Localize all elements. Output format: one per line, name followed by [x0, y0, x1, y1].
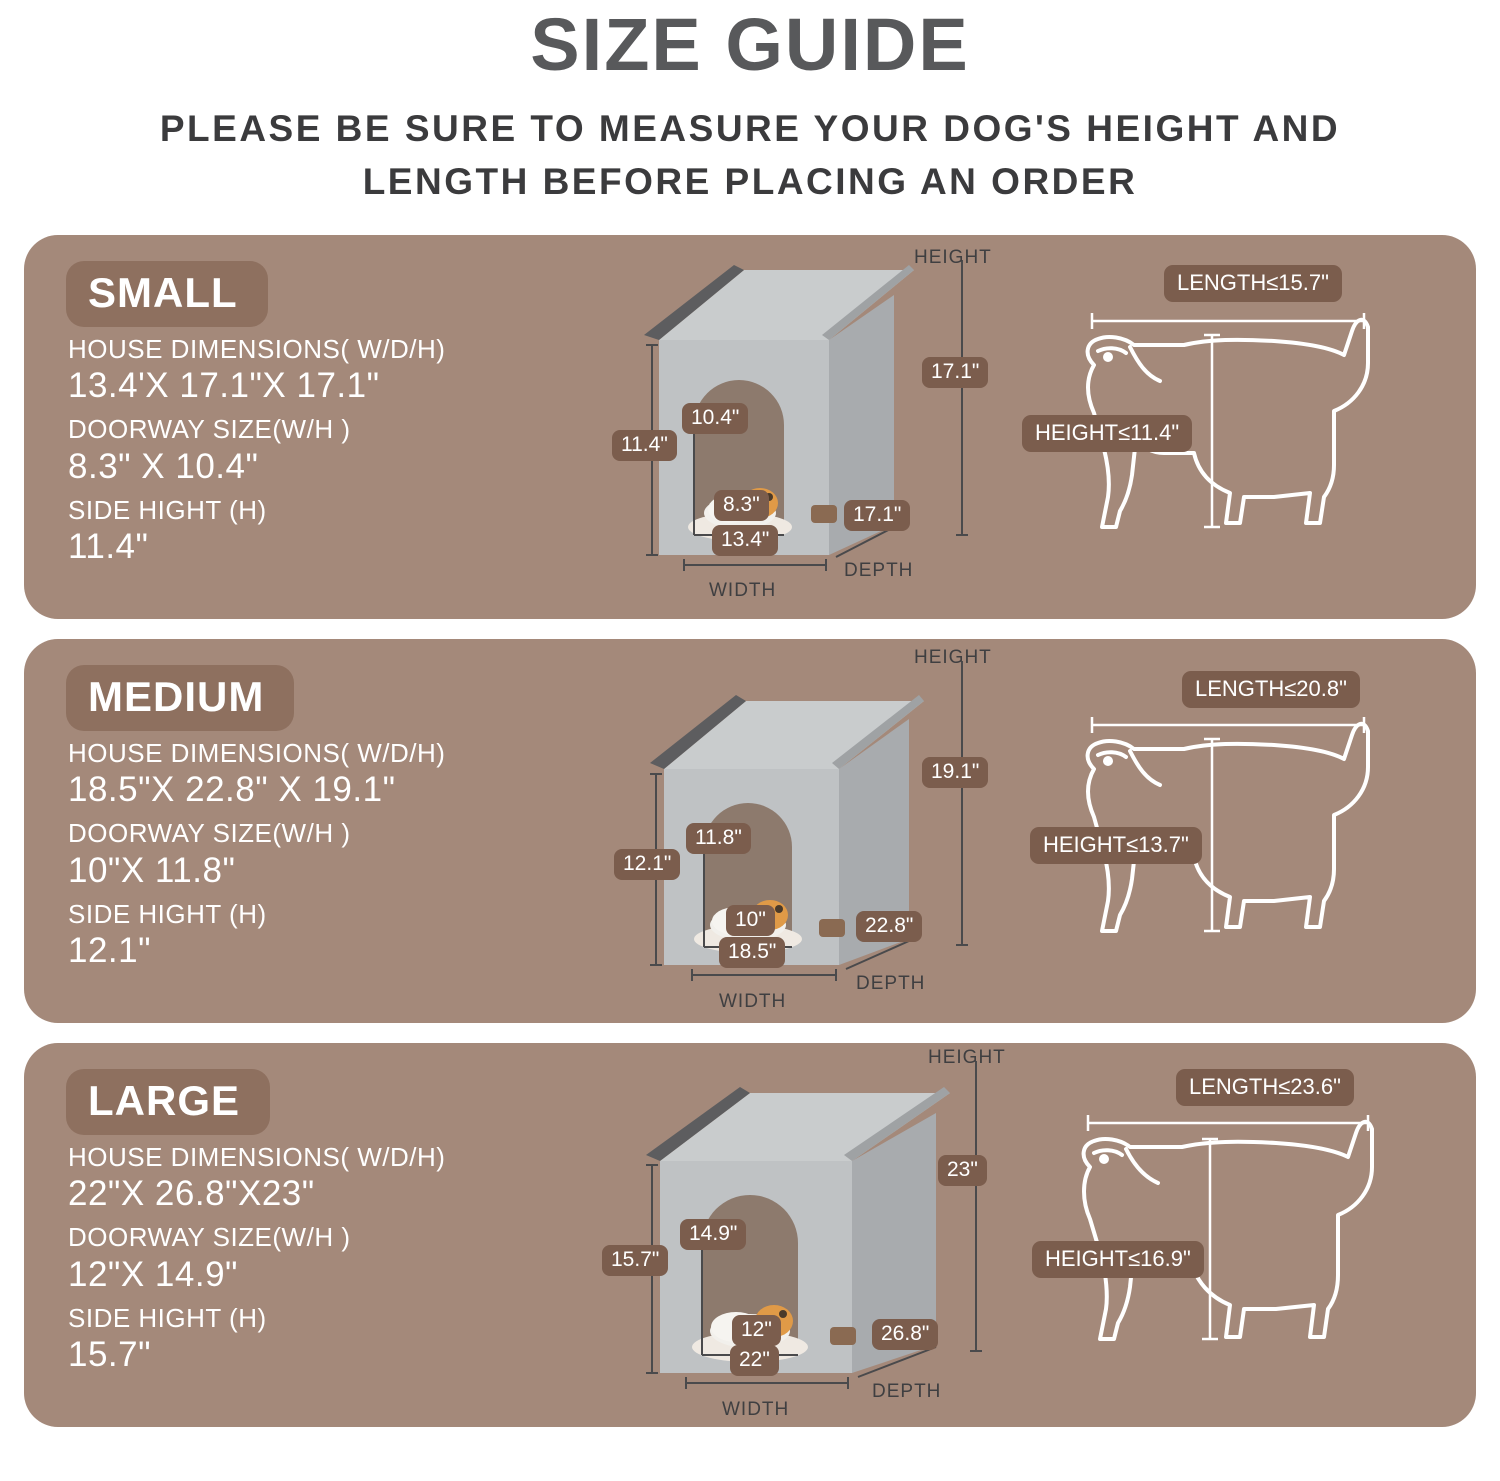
doorway-size-value: 12"X 14.9" [68, 1254, 238, 1294]
side-height-value: 11.4" [68, 527, 149, 567]
side-height-value: 15.7" [68, 1335, 152, 1375]
depth-axis-label: DEPTH [872, 1380, 942, 1402]
doorway-size-value: 10"X 11.8" [68, 850, 236, 890]
height-axis-label: HEIGHT [914, 646, 992, 668]
size-name-badge: LARGE [66, 1069, 270, 1135]
spec-block [68, 737, 588, 979]
width-axis-label: WIDTH [719, 990, 787, 1012]
dog-illustration [1034, 639, 1476, 1023]
size-name-badge: SMALL [66, 261, 268, 327]
width-axis-label: WIDTH [709, 579, 777, 601]
dog-length-tag: LENGTH≤23.6" [1176, 1069, 1354, 1106]
size-name-badge: MEDIUM [66, 665, 294, 731]
house-dimensions-label: HOUSE DIMENSIONS( W/D/H) [68, 1141, 446, 1172]
doorway-size-value: 8.3" X 10.4" [68, 446, 259, 486]
house-dimensions-label: HOUSE DIMENSIONS( W/D/H) [68, 737, 446, 768]
header [0, 0, 1500, 209]
doorway-size-label: DOORWAY SIZE(W/H ) [68, 1222, 351, 1253]
page-subtitle: PLEASE BE SURE TO MEASURE YOUR DOG'S HEIGHT AND LENGTH BEFORE PLACING AN ORDER [159, 107, 1341, 203]
depth-axis-label: DEPTH [844, 559, 914, 581]
side-height-label: SIDE HIGHT (H) [68, 494, 267, 525]
height-axis-label: HEIGHT [914, 246, 992, 268]
dog-height-tag: HEIGHT≤16.9" [1032, 1241, 1204, 1278]
door-height-tag: 11.8" [686, 823, 751, 854]
house-dimensions-value: 22"X 26.8"X23" [68, 1174, 315, 1214]
dog-length-tag: LENGTH≤15.7" [1164, 265, 1342, 302]
dog-house-drawing [564, 639, 1034, 1023]
house-dimensions-value: 18.5"X 22.8" X 19.1" [68, 770, 396, 810]
house-illustration [564, 639, 1034, 1023]
size-card-small [24, 235, 1476, 619]
dog-height-tag: HEIGHT≤11.4" [1022, 415, 1192, 452]
depth-tag: 22.8" [856, 911, 922, 942]
dog-illustration [1034, 235, 1476, 619]
width-tag: 22" [730, 1345, 779, 1376]
height-tag: 19.1" [922, 757, 988, 788]
door-width-tag: 8.3" [714, 490, 769, 521]
page-title: SIZE GUIDE [530, 3, 970, 86]
height-tag: 23" [938, 1155, 987, 1186]
door-width-tag: 12" [732, 1315, 781, 1346]
dog-house-drawing [564, 1043, 1034, 1427]
house-illustration [564, 1043, 1034, 1427]
height-axis-label: HEIGHT [928, 1046, 1006, 1068]
doorway-size-label: DOORWAY SIZE(W/H ) [68, 414, 351, 445]
side-height-label: SIDE HIGHT (H) [68, 1302, 267, 1333]
side-height-label: SIDE HIGHT (H) [68, 898, 267, 929]
spec-block [68, 333, 588, 575]
height-tag: 17.1" [922, 357, 988, 388]
door-height-tag: 14.9" [680, 1219, 746, 1250]
house-dimensions-label: HOUSE DIMENSIONS( W/D/H) [68, 333, 446, 364]
side-height-tag: 12.1" [614, 849, 680, 880]
side-height-value: 12.1" [68, 931, 152, 971]
dog-illustration [1034, 1043, 1476, 1427]
door-height-tag: 10.4" [682, 403, 748, 434]
width-axis-label: WIDTH [722, 1398, 790, 1420]
house-dimensions-value: 13.4'X 17.1"X 17.1" [68, 366, 380, 406]
size-card-large [24, 1043, 1476, 1427]
width-tag: 13.4" [712, 525, 778, 556]
width-tag: 18.5" [719, 937, 785, 968]
spec-block [68, 1141, 588, 1383]
dog-house-drawing [564, 235, 1034, 619]
house-illustration [564, 235, 1034, 619]
size-card-medium [24, 639, 1476, 1023]
depth-tag: 17.1" [844, 500, 910, 531]
depth-tag: 26.8" [872, 1319, 938, 1350]
side-height-tag: 11.4" [612, 430, 677, 461]
dog-length-tag: LENGTH≤20.8" [1182, 671, 1360, 708]
side-height-tag: 15.7" [602, 1245, 668, 1276]
doorway-size-label: DOORWAY SIZE(W/H ) [68, 818, 351, 849]
dog-height-tag: HEIGHT≤13.7" [1030, 827, 1202, 864]
door-width-tag: 10" [726, 905, 775, 936]
depth-axis-label: DEPTH [856, 972, 926, 994]
